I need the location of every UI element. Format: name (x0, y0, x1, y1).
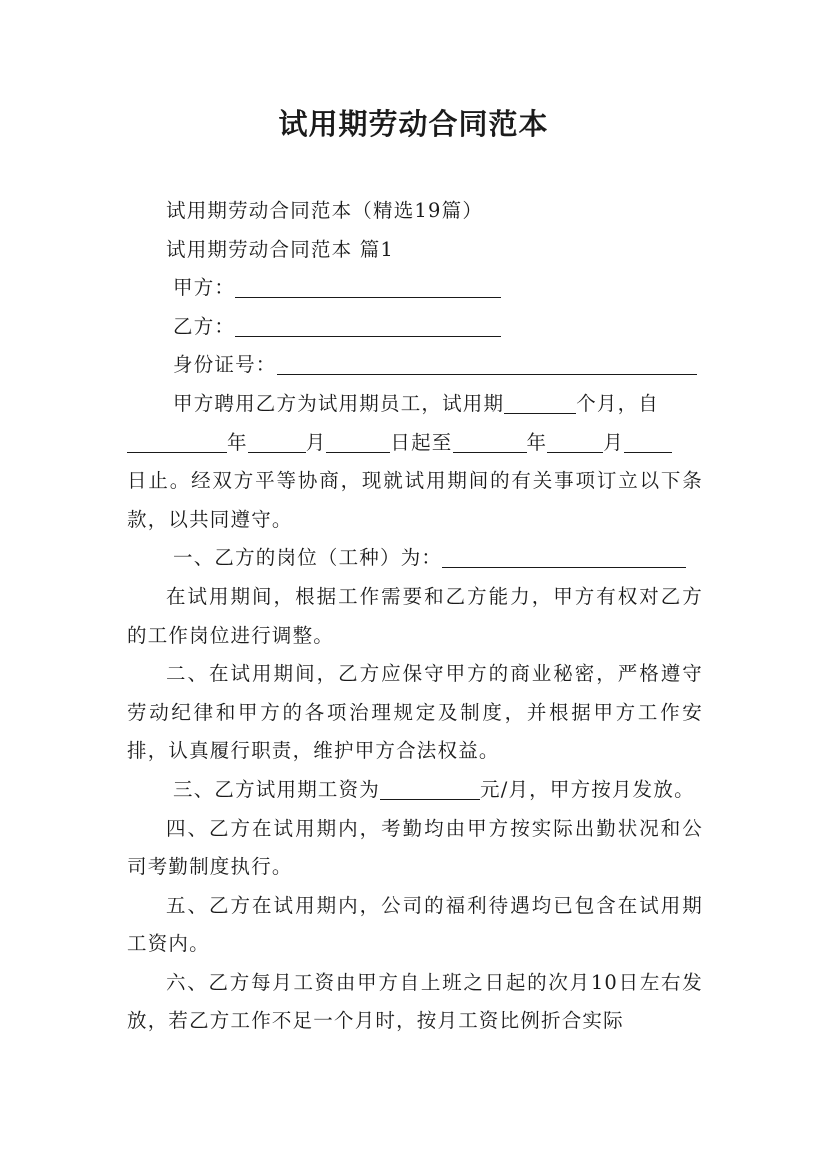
position-blank[interactable] (442, 545, 686, 568)
clause-5-text: 五、乙方在试用期内，公司的福利待遇均已包含在试用期工资内。 (127, 893, 703, 956)
end-month-blank[interactable] (547, 430, 603, 453)
start-month-blank[interactable] (248, 430, 306, 453)
id-number-blank[interactable] (277, 352, 697, 375)
clause-1-label: 一、乙方的岗位（工种）为： (173, 546, 443, 570)
id-number-label: 身份证号： (173, 353, 277, 377)
month-label-2: 月 (603, 430, 624, 454)
party-a-line (127, 269, 703, 308)
subtitle-line: 试用期劳动合同范本（精选19篇） (166, 199, 484, 222)
clause-1-text: 在试用期间，根据工作需要和乙方能力，甲方有权对乙方的工作岗位进行调整。 (127, 584, 703, 647)
start-day-blank[interactable] (326, 430, 390, 453)
clause-1-line (127, 539, 703, 578)
clause-4-text: 四、乙方在试用期内，考勤均由甲方按实际出勤状况和公司考勤制度执行。 (127, 816, 703, 879)
party-a-label: 甲方： (173, 276, 236, 300)
document-title: 试用期劳动合同范本 (278, 107, 549, 141)
probation-months-blank[interactable] (504, 391, 576, 414)
clause-3-line (127, 771, 703, 810)
clause-3-text-2: 元/月，甲方按月发放。 (480, 777, 695, 801)
party-b-line (127, 308, 703, 347)
clause-3-text-1: 三、乙方试用期工资为 (173, 777, 381, 801)
date-range-line (127, 424, 703, 463)
clause-2-text: 二、在试用期间，乙方应保守甲方的商业秘密，严格遵守劳动纪律和甲方的各项治理规定及制度，并根据甲方工作安排，认真履行职责，维护甲方合法权益。 (127, 662, 703, 763)
party-a-blank[interactable] (235, 275, 501, 298)
end-year-blank[interactable] (453, 430, 527, 453)
party-b-label: 乙方： (173, 314, 236, 338)
end-day-blank[interactable] (624, 430, 672, 453)
clause-6-text: 六、乙方每月工资由甲方自上班之日起的次月10日左右发放，若乙方工作不足一个月时，按月工资比例折合实际 (127, 970, 703, 1033)
section-heading: 试用期劳动合同范本 篇1 (166, 237, 395, 261)
id-number-line (127, 346, 703, 385)
intro-text-1: 甲方聘用乙方为试用期员工，试用期 (173, 391, 505, 415)
document-body (127, 192, 703, 1041)
salary-blank[interactable] (380, 777, 480, 800)
year-label-1: 年 (227, 430, 248, 454)
party-b-blank[interactable] (235, 314, 501, 337)
intro-paragraph-end: 日止。经双方平等协商，现就试用期间的有关事项订立以下条款，以共同遵守。 (127, 469, 703, 531)
day-from-label: 日起至 (390, 430, 453, 454)
start-year-blank[interactable] (127, 430, 227, 453)
month-label-1: 月 (305, 430, 327, 454)
intro-text-2: 个月，自 (576, 391, 660, 415)
intro-line-1 (127, 385, 703, 424)
year-label-2: 年 (526, 430, 548, 454)
